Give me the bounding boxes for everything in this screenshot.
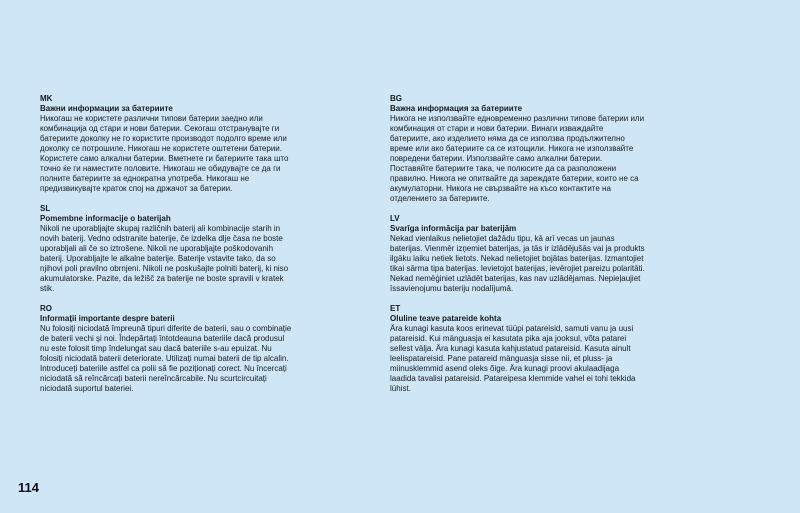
section-heading: Важна информация за батериите bbox=[390, 104, 523, 113]
section-body: Ära kunagi kasuta koos erinevat tüüpi patareisid, samuti vanu ja uusi patareisid. Kui mänguasja ei kasutata pika aja jooksul, võta patarei sellest välja. Ära kunagi kasuta kahjustatud patareisid. Kasuta ainult leelispatareisid. Pane patareid mänguasja sisse nii, et pluss- ja miinusklemmid asend oleks õige. Ära kunagi proovi akulaadijaga laadida tavalisi patareisid. Patareipesa klemmide vahel ei tohi tekkida lühist. bbox=[390, 324, 636, 393]
section-bg bbox=[390, 94, 645, 204]
language-code: SL bbox=[40, 204, 51, 213]
section-et bbox=[390, 304, 645, 394]
section-heading: Pomembne informacije o baterijah bbox=[40, 214, 171, 223]
section-body: Nikoli ne uporabljajte skupaj različnih baterij ali kombinacije starih in novih baterij. Vedno odstranite baterije, če izdelka dlje časa ne boste uporabljali ali če so iztrošene. Nikoli ne uporabljajte poškodovanih baterij. Uporabljajte le alkalne baterije. Baterije vstavite tako, da so njihovi poli pravilno obrnjeni. Nikoli ne poskušajte polniti baterij, ki niso akumulatorske. Pazite, da ležišč za baterije ne boste spravili v kratek stik. bbox=[40, 224, 289, 293]
section-body: Nekad vienlaikus nelietojiet dažādu tipu, kā arī vecas un jaunas baterijas. Vienmēr izņemiet baterijas, ja tās ir izlādējušās vai ja produkts ilgāku laiku netiek lietots. Nekad nelietojiet bojātas baterijas. Izmantojiet tikai sārma tipa baterijas. Ievietojot baterijas, ievērojiet pareizu polaritāti. Nekad nemēģiniet uzlādēt baterijas, kas nav uzlādējamas. Nepieļaujiet īssavienojumu bateriju nodalījumā. bbox=[390, 234, 645, 293]
section-ro bbox=[40, 304, 295, 394]
language-code: RO bbox=[40, 304, 52, 313]
language-code: LV bbox=[390, 214, 400, 223]
section-heading: Informații importante despre baterii bbox=[40, 314, 175, 323]
language-code: BG bbox=[390, 94, 402, 103]
section-mk bbox=[40, 94, 295, 194]
section-body: Никога не използвайте едновременно различни типове батерии или комбинация от стари и нови батерии. Винаги изваждайте батериите, ако изделието няма да се използва продължително време или ако батериите са се изтощили. Никога не използвайте повредени батерии. Използвайте само алкални батерии. Поставяйте батериите така, че полюсите да са разположени правилно. Никога не опитвайте да зареждате батерии, които не са акумулаторни. Никога не свързвайте на късо контактите на отделението за батериите. bbox=[390, 114, 645, 203]
page-number: 114 bbox=[18, 480, 39, 495]
section-heading: Oluline teave patareide kohta bbox=[390, 314, 502, 323]
section-sl bbox=[40, 204, 295, 294]
section-heading: Svarīga informācija par baterijām bbox=[390, 224, 517, 233]
section-lv bbox=[390, 214, 645, 294]
section-body: Никогаш не користете различни типови батерии заедно или комбинација од стари и нови батерии. Секогаш отстранувајте ги батериите доколку не го користите производот подолго време или доколку се потрошиле. Никогаш не користете оштетени батерии. Користете само алкални батерии. Вметнете ги батериите така што точно ќе ги наместите половите. Никогаш не обидувајте се да ги полните батериите за еднократна употреба. Никогаш не предизвикувајте краток спој на држачот за батерии. bbox=[40, 114, 289, 193]
section-body: Nu folosiți niciodată împreună tipuri diferite de baterii, sau o combinație de baterii vechi și noi. Îndepărtați întotdeauna bateriile dacă produsul nu este folosit timp îndelungat sau dacă bateriile s-au epuizat. Nu folosiți niciodată baterii deteriorate. Utilizați numai baterii de tip alcalin. Introduceți bateriile astfel ca polii să fie poziționați corect. Nu încercați niciodată să reîncărcați baterii nereîncărcabile. Nu scurtcircuitați niciodată suportul bateriei. bbox=[40, 324, 292, 393]
language-code: ET bbox=[390, 304, 401, 313]
section-heading: Важни информации за батериите bbox=[40, 104, 173, 113]
left-column bbox=[40, 94, 295, 404]
right-column bbox=[390, 94, 645, 404]
language-code: MK bbox=[40, 94, 53, 103]
